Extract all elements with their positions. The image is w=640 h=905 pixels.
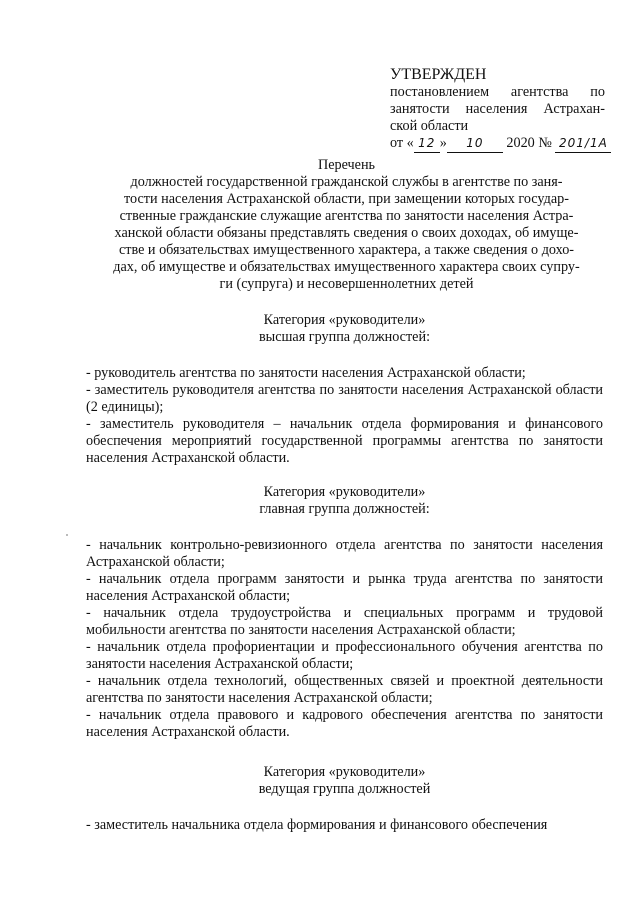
group-heading: главная группа должностей: bbox=[259, 501, 430, 517]
date-mid: » bbox=[439, 135, 447, 151]
handwritten-number: 201/1А bbox=[559, 136, 608, 150]
list-item: - начальник отдела трудоустройства и специальных программ и трудовой мобильности агентства по занятости населения Астраханской области; bbox=[86, 605, 603, 638]
header-line: ги (супруга) и несовершеннолетних детей bbox=[219, 276, 474, 292]
approval-title: УТВЕРЖДЕН bbox=[390, 66, 487, 83]
handwritten-day: 12 bbox=[418, 136, 436, 150]
group-heading: ведущая группа должностей bbox=[258, 781, 431, 797]
list-item: - начальник отдела программ занятости и рынка труда агентства по занятости населения Астраханской области; bbox=[86, 571, 603, 604]
header-line: стве и обязательствах имущественного характера, а также сведения о дохо- bbox=[118, 242, 575, 258]
list-item: - начальник отдела профориентации и профессионального обучения агентства по занятости населения Астраханской области; bbox=[86, 639, 603, 672]
header-line: должностей государственной гражданской службы в агентстве по заня- bbox=[130, 174, 563, 190]
document-title: Перечень bbox=[317, 157, 376, 173]
list-item: - заместитель руководителя – начальник отдела формирования и финансового обеспечения мероприятий государственной программы агентства по занятости населения Астраханской области. bbox=[86, 416, 603, 466]
section-main bbox=[86, 484, 603, 741]
approval-date bbox=[390, 135, 608, 153]
category-heading: Категория «руководители» bbox=[263, 312, 426, 328]
section-highest bbox=[86, 312, 603, 467]
group-heading: высшая группа должностей: bbox=[258, 329, 431, 345]
handwritten-month: 10 bbox=[466, 136, 484, 150]
list-item: - руководитель агентства по занятости населения Астраханской области; bbox=[86, 365, 526, 381]
approval-line: занятости населения Астрахан- bbox=[390, 101, 605, 117]
header-line: ственные гражданские служащие агентства по занятости населения Астра- bbox=[119, 208, 574, 224]
list-item: - начальник контрольно-ревизионного отдела агентства по занятости населения Астраханской области; bbox=[86, 537, 603, 570]
list-item: - начальник отдела правового и кадрового обеспечения агентства по занятости населения Астраханской области. bbox=[86, 707, 603, 740]
approval-line: ской области bbox=[390, 118, 469, 134]
date-year: 2020 № bbox=[506, 135, 552, 151]
date-day bbox=[414, 135, 440, 153]
doc-number bbox=[555, 135, 611, 153]
approval-stamp bbox=[390, 66, 608, 153]
header-line: ханской области обязаны представлять сведения о своих доходах, об имуще- bbox=[114, 225, 579, 241]
scan-artifact bbox=[66, 534, 68, 536]
category-heading: Категория «руководители» bbox=[263, 764, 426, 780]
approval-line: постановлением агентства по bbox=[390, 84, 605, 100]
document-header bbox=[88, 157, 605, 293]
header-line: тости населения Астраханской области, при замещении которых государ- bbox=[124, 191, 569, 207]
section-leading bbox=[86, 764, 603, 834]
list-item: - начальник отдела технологий, общественных связей и проектной деятельности агентства по занятости населения Астраханской области; bbox=[86, 673, 603, 706]
date-prefix: от « bbox=[390, 135, 414, 151]
category-heading: Категория «руководители» bbox=[263, 484, 426, 500]
date-month bbox=[447, 135, 503, 153]
list-item: - заместитель руководителя агентства по занятости населения Астраханской области (2 единицы); bbox=[86, 382, 603, 415]
header-line: дах, об имуществе и обязательствах имущественного характера своих супру- bbox=[113, 259, 580, 275]
list-item: - заместитель начальника отдела формирования и финансового обеспечения bbox=[86, 817, 548, 833]
